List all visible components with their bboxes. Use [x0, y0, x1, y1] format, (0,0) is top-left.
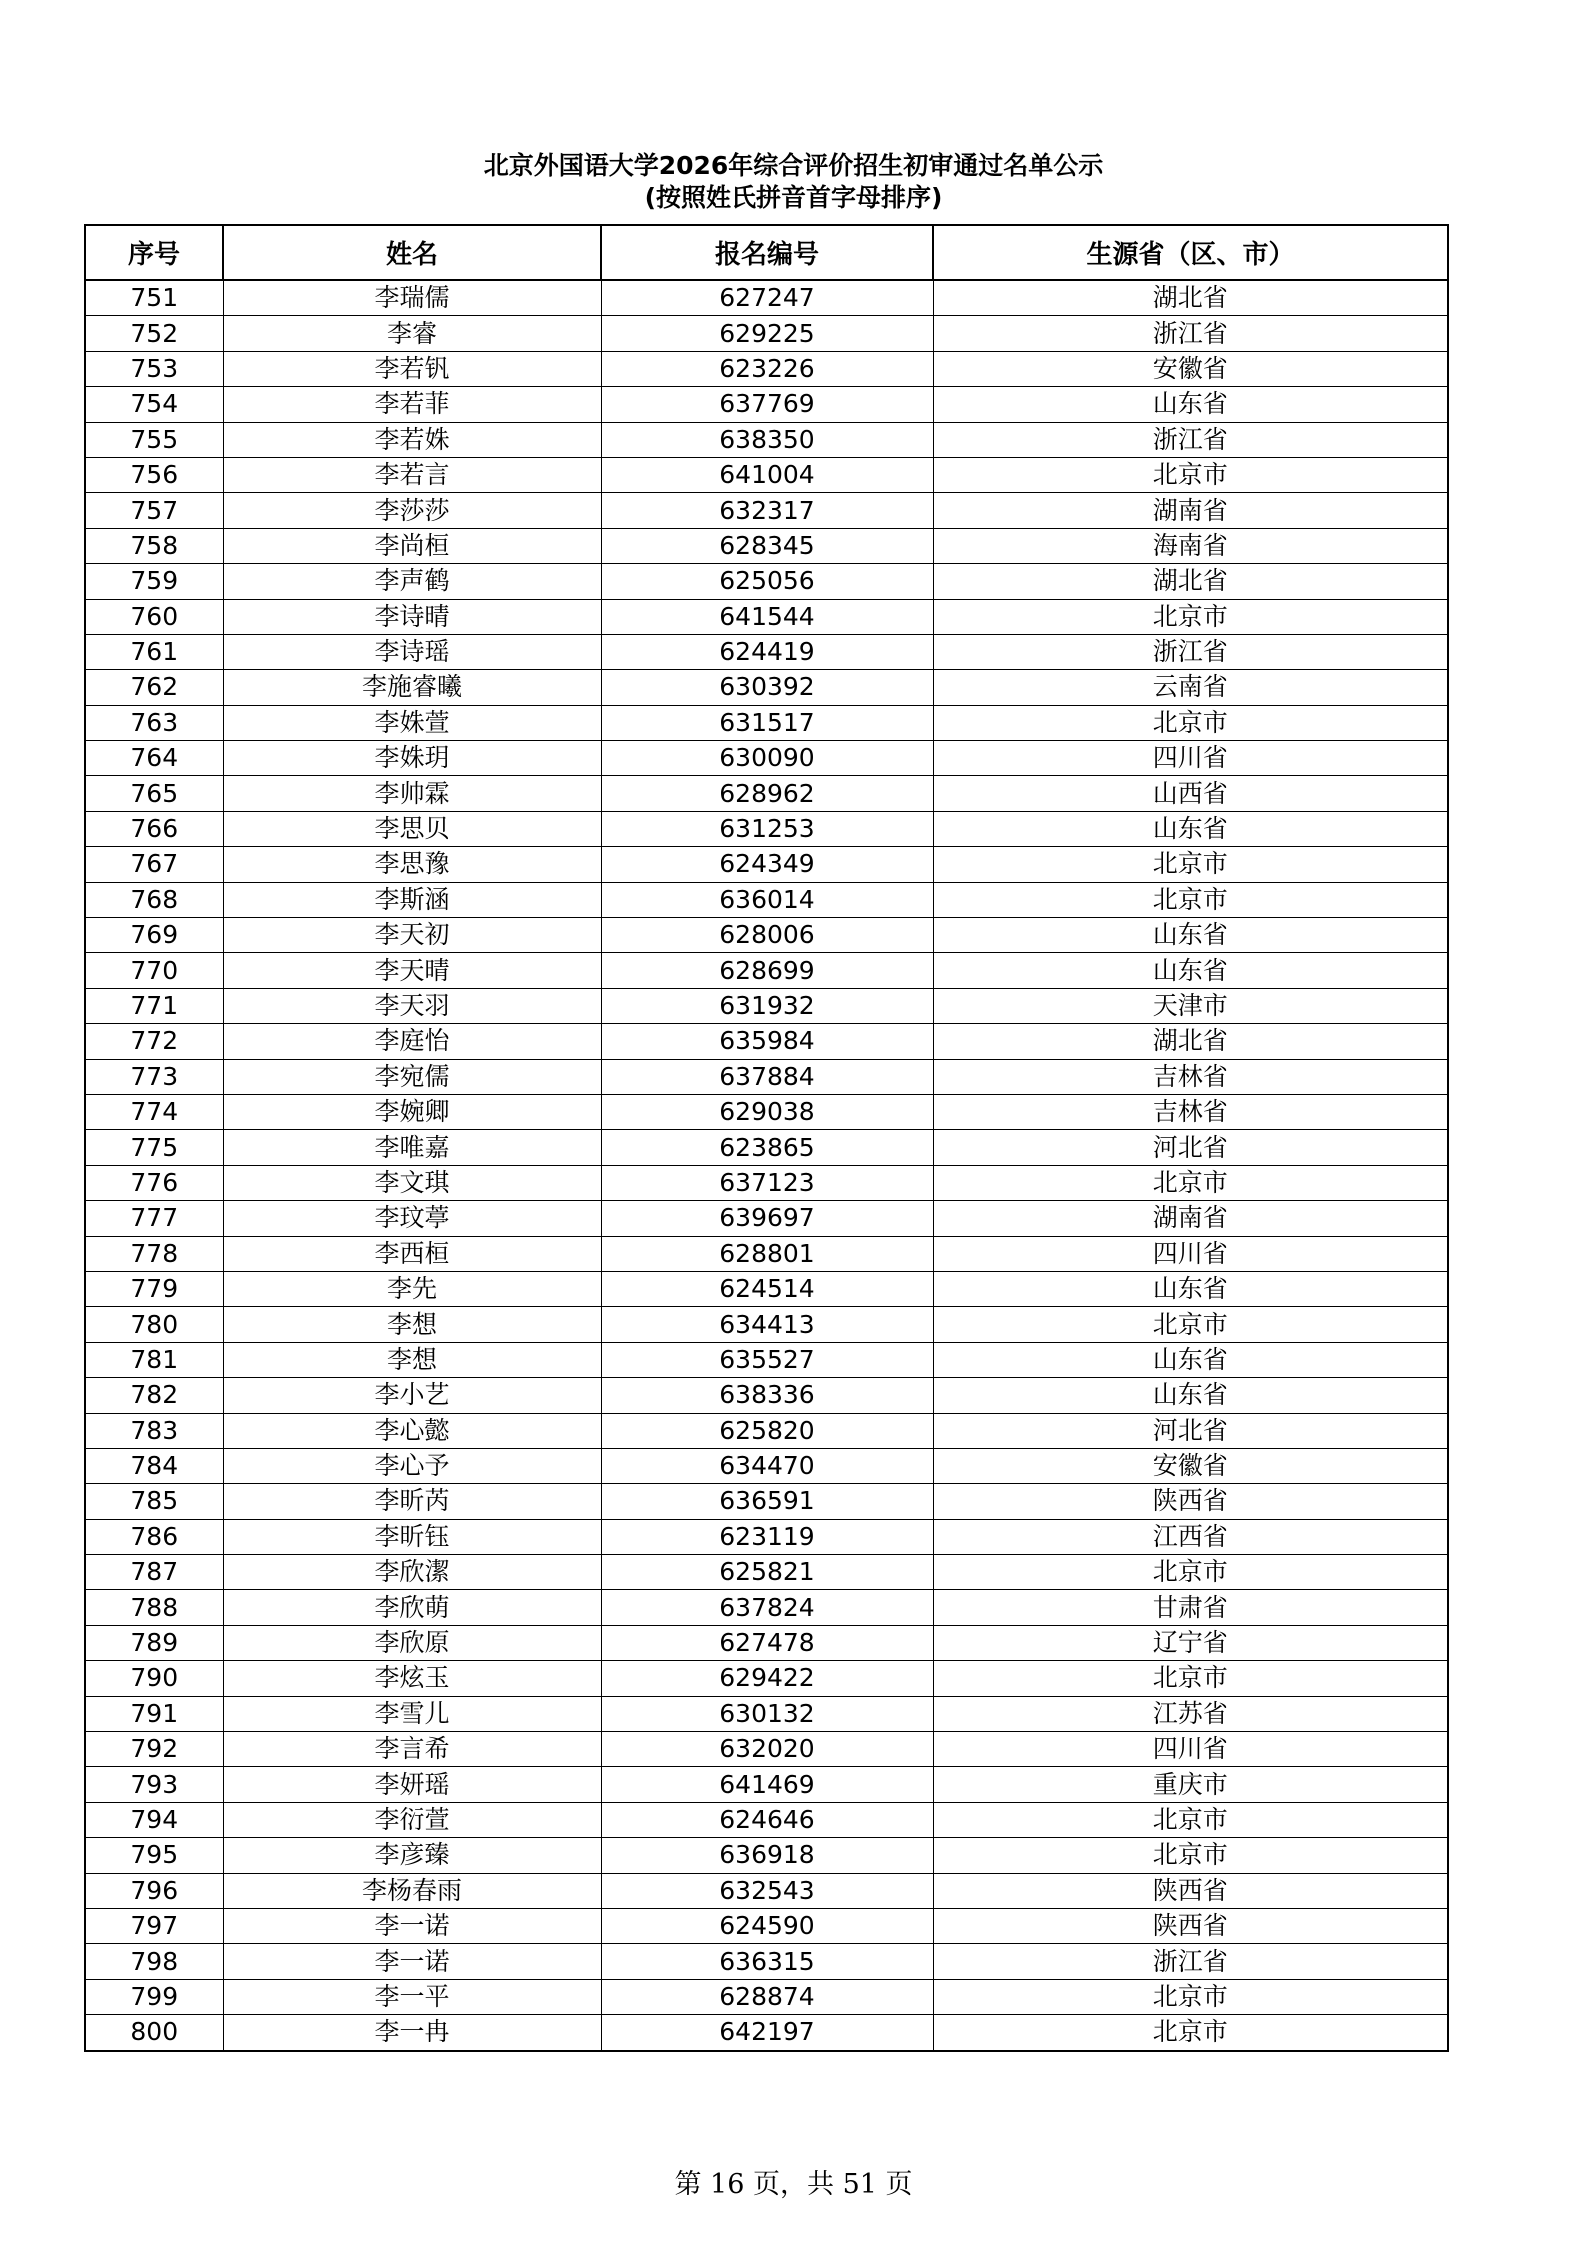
table-row: [85, 882, 1448, 917]
cell-registration-id: 624349: [601, 847, 933, 882]
cell-serial-number: 782: [85, 1378, 223, 1413]
cell-name: 李诗瑶: [223, 634, 601, 669]
cell-registration-id: 623226: [601, 351, 933, 386]
table-row: [85, 811, 1448, 846]
cell-registration-id: 635527: [601, 1342, 933, 1377]
cell-name: 李欣潔: [223, 1555, 601, 1590]
cell-serial-number: 752: [85, 316, 223, 351]
cell-serial-number: 775: [85, 1130, 223, 1165]
cell-registration-id: 627247: [601, 280, 933, 316]
cell-serial-number: 796: [85, 1873, 223, 1908]
cell-name: 李雪儿: [223, 1696, 601, 1731]
cell-province: 北京市: [933, 1802, 1448, 1837]
cell-registration-id: 625821: [601, 1555, 933, 1590]
cell-registration-id: 629225: [601, 316, 933, 351]
table-row: [85, 1908, 1448, 1943]
table-row: [85, 953, 1448, 988]
cell-province: 浙江省: [933, 634, 1448, 669]
table-row: [85, 387, 1448, 422]
cell-serial-number: 781: [85, 1342, 223, 1377]
cell-province: 浙江省: [933, 422, 1448, 457]
cell-serial-number: 753: [85, 351, 223, 386]
table-row: [85, 1767, 1448, 1802]
cell-province: 湖北省: [933, 564, 1448, 599]
cell-name: 李想: [223, 1307, 601, 1342]
cell-name: 李彦臻: [223, 1838, 601, 1873]
cell-serial-number: 756: [85, 457, 223, 492]
table-row: [85, 1448, 1448, 1483]
table-row: [85, 1838, 1448, 1873]
cell-province: 北京市: [933, 1555, 1448, 1590]
cell-serial-number: 780: [85, 1307, 223, 1342]
cell-registration-id: 628874: [601, 1979, 933, 2014]
cell-name: 李唯嘉: [223, 1130, 601, 1165]
table-row: [85, 1059, 1448, 1094]
cell-province: 江苏省: [933, 1696, 1448, 1731]
cell-name: 李睿: [223, 316, 601, 351]
table-row: [85, 1590, 1448, 1625]
cell-province: 湖南省: [933, 493, 1448, 528]
cell-name: 李施睿曦: [223, 670, 601, 705]
cell-province: 山东省: [933, 387, 1448, 422]
cell-serial-number: 795: [85, 1838, 223, 1873]
cell-registration-id: 623119: [601, 1519, 933, 1554]
cell-registration-id: 629422: [601, 1661, 933, 1696]
cell-serial-number: 770: [85, 953, 223, 988]
cell-province: 江西省: [933, 1519, 1448, 1554]
cell-province: 山东省: [933, 1342, 1448, 1377]
cell-province: 云南省: [933, 670, 1448, 705]
cell-registration-id: 636918: [601, 1838, 933, 1873]
table-header: [85, 225, 1448, 280]
table-row: [85, 528, 1448, 563]
cell-province: 北京市: [933, 599, 1448, 634]
cell-province: 海南省: [933, 528, 1448, 563]
cell-registration-id: 624514: [601, 1271, 933, 1306]
cell-serial-number: 793: [85, 1767, 223, 1802]
cell-name: 李心予: [223, 1448, 601, 1483]
cell-province: 安徽省: [933, 351, 1448, 386]
cell-name: 李若姝: [223, 422, 601, 457]
cell-province: 北京市: [933, 2015, 1448, 2051]
cell-serial-number: 761: [85, 634, 223, 669]
cell-province: 山东省: [933, 1271, 1448, 1306]
cell-registration-id: 641004: [601, 457, 933, 492]
cell-name: 李先: [223, 1271, 601, 1306]
table-row: [85, 670, 1448, 705]
admission-list-table: [84, 224, 1449, 2052]
cell-name: 李声鹤: [223, 564, 601, 599]
cell-province: 甘肃省: [933, 1590, 1448, 1625]
table-row: [85, 1873, 1448, 1908]
cell-province: 四川省: [933, 1236, 1448, 1271]
table-row: [85, 493, 1448, 528]
cell-registration-id: 627478: [601, 1625, 933, 1660]
cell-registration-id: 634413: [601, 1307, 933, 1342]
table-row: [85, 1979, 1448, 2014]
cell-registration-id: 632020: [601, 1732, 933, 1767]
table-row: [85, 351, 1448, 386]
cell-province: 山西省: [933, 776, 1448, 811]
cell-serial-number: 751: [85, 280, 223, 316]
cell-name: 李天初: [223, 918, 601, 953]
table-row: [85, 599, 1448, 634]
cell-province: 北京市: [933, 847, 1448, 882]
table-row: [85, 1201, 1448, 1236]
table-row: [85, 1625, 1448, 1660]
cell-serial-number: 794: [85, 1802, 223, 1837]
cell-name: 李欣萌: [223, 1590, 601, 1625]
table-row: [85, 1732, 1448, 1767]
cell-registration-id: 642197: [601, 2015, 933, 2051]
header-row: [85, 225, 1448, 280]
table-row: [85, 1378, 1448, 1413]
cell-name: 李杨春雨: [223, 1873, 601, 1908]
cell-name: 李婉卿: [223, 1094, 601, 1129]
cell-serial-number: 800: [85, 2015, 223, 2051]
cell-name: 李想: [223, 1342, 601, 1377]
cell-registration-id: 625820: [601, 1413, 933, 1448]
table-row: [85, 741, 1448, 776]
cell-province: 北京市: [933, 457, 1448, 492]
cell-province: 河北省: [933, 1130, 1448, 1165]
cell-name: 李庭怡: [223, 1024, 601, 1059]
cell-serial-number: 779: [85, 1271, 223, 1306]
cell-registration-id: 624419: [601, 634, 933, 669]
cell-registration-id: 628006: [601, 918, 933, 953]
cell-name: 李诗晴: [223, 599, 601, 634]
cell-serial-number: 777: [85, 1201, 223, 1236]
cell-registration-id: 630132: [601, 1696, 933, 1731]
table-row: [85, 1342, 1448, 1377]
cell-name: 李西桓: [223, 1236, 601, 1271]
cell-registration-id: 631517: [601, 705, 933, 740]
cell-province: 山东省: [933, 918, 1448, 953]
cell-province: 安徽省: [933, 1448, 1448, 1483]
cell-name: 李若菲: [223, 387, 601, 422]
cell-serial-number: 788: [85, 1590, 223, 1625]
cell-registration-id: 632317: [601, 493, 933, 528]
cell-serial-number: 791: [85, 1696, 223, 1731]
cell-serial-number: 768: [85, 882, 223, 917]
cell-province: 重庆市: [933, 1767, 1448, 1802]
cell-province: 四川省: [933, 741, 1448, 776]
cell-registration-id: 624646: [601, 1802, 933, 1837]
cell-name: 李一诺: [223, 1944, 601, 1979]
cell-registration-id: 624590: [601, 1908, 933, 1943]
cell-registration-id: 625056: [601, 564, 933, 599]
cell-serial-number: 771: [85, 988, 223, 1023]
cell-registration-id: 628962: [601, 776, 933, 811]
table-row: [85, 280, 1448, 316]
cell-name: 李帅霖: [223, 776, 601, 811]
table-row: [85, 422, 1448, 457]
table-row: [85, 1165, 1448, 1200]
cell-province: 北京市: [933, 1165, 1448, 1200]
table-row: [85, 634, 1448, 669]
table-row: [85, 1555, 1448, 1590]
cell-serial-number: 785: [85, 1484, 223, 1519]
cell-registration-id: 631253: [601, 811, 933, 846]
cell-registration-id: 639697: [601, 1201, 933, 1236]
cell-province: 北京市: [933, 1661, 1448, 1696]
cell-registration-id: 636315: [601, 1944, 933, 1979]
cell-province: 北京市: [933, 1979, 1448, 2014]
cell-registration-id: 623865: [601, 1130, 933, 1165]
cell-registration-id: 641544: [601, 599, 933, 634]
cell-name: 李姝玥: [223, 741, 601, 776]
cell-name: 李斯涵: [223, 882, 601, 917]
cell-serial-number: 754: [85, 387, 223, 422]
cell-registration-id: 628801: [601, 1236, 933, 1271]
cell-name: 李欣原: [223, 1625, 601, 1660]
header-name: 姓名: [223, 225, 601, 280]
cell-name: 李天晴: [223, 953, 601, 988]
table-row: [85, 1271, 1448, 1306]
cell-serial-number: 784: [85, 1448, 223, 1483]
cell-serial-number: 786: [85, 1519, 223, 1554]
table-row: [85, 1944, 1448, 1979]
cell-serial-number: 797: [85, 1908, 223, 1943]
cell-name: 李思贝: [223, 811, 601, 846]
cell-name: 李尚桓: [223, 528, 601, 563]
cell-province: 山东省: [933, 811, 1448, 846]
cell-province: 吉林省: [933, 1094, 1448, 1129]
cell-name: 李瑞儒: [223, 280, 601, 316]
cell-registration-id: 630392: [601, 670, 933, 705]
cell-province: 陕西省: [933, 1908, 1448, 1943]
cell-registration-id: 637884: [601, 1059, 933, 1094]
cell-serial-number: 787: [85, 1555, 223, 1590]
table-row: [85, 1024, 1448, 1059]
cell-province: 湖北省: [933, 1024, 1448, 1059]
cell-registration-id: 629038: [601, 1094, 933, 1129]
table-row: [85, 918, 1448, 953]
table-row: [85, 316, 1448, 351]
cell-registration-id: 637824: [601, 1590, 933, 1625]
table-row: [85, 457, 1448, 492]
cell-registration-id: 636014: [601, 882, 933, 917]
cell-registration-id: 630090: [601, 741, 933, 776]
table-row: [85, 847, 1448, 882]
cell-name: 李思豫: [223, 847, 601, 882]
cell-province: 陕西省: [933, 1484, 1448, 1519]
cell-registration-id: 638350: [601, 422, 933, 457]
cell-registration-id: 635984: [601, 1024, 933, 1059]
cell-name: 李小艺: [223, 1378, 601, 1413]
table-row: [85, 1484, 1448, 1519]
cell-name: 李一诺: [223, 1908, 601, 1943]
cell-province: 辽宁省: [933, 1625, 1448, 1660]
table-row: [85, 988, 1448, 1023]
cell-serial-number: 762: [85, 670, 223, 705]
cell-province: 浙江省: [933, 316, 1448, 351]
cell-serial-number: 757: [85, 493, 223, 528]
cell-registration-id: 636591: [601, 1484, 933, 1519]
cell-serial-number: 778: [85, 1236, 223, 1271]
cell-serial-number: 760: [85, 599, 223, 634]
cell-province: 四川省: [933, 1732, 1448, 1767]
cell-name: 李一平: [223, 1979, 601, 2014]
cell-serial-number: 792: [85, 1732, 223, 1767]
cell-province: 陕西省: [933, 1873, 1448, 1908]
table-row: [85, 564, 1448, 599]
cell-serial-number: 766: [85, 811, 223, 846]
header-serial-number: 序号: [85, 225, 223, 280]
cell-serial-number: 764: [85, 741, 223, 776]
cell-name: 李昕芮: [223, 1484, 601, 1519]
cell-serial-number: 767: [85, 847, 223, 882]
cell-serial-number: 759: [85, 564, 223, 599]
cell-name: 李言希: [223, 1732, 601, 1767]
cell-province: 吉林省: [933, 1059, 1448, 1094]
cell-name: 李妍瑶: [223, 1767, 601, 1802]
cell-serial-number: 790: [85, 1661, 223, 1696]
table-row: [85, 1519, 1448, 1554]
cell-province: 北京市: [933, 882, 1448, 917]
cell-name: 李衍萱: [223, 1802, 601, 1837]
cell-serial-number: 772: [85, 1024, 223, 1059]
cell-serial-number: 783: [85, 1413, 223, 1448]
table-row: [85, 1236, 1448, 1271]
cell-province: 山东省: [933, 1378, 1448, 1413]
table-row: [85, 2015, 1448, 2051]
header-province: 生源省（区、市）: [933, 225, 1448, 280]
cell-name: 李心懿: [223, 1413, 601, 1448]
cell-province: 北京市: [933, 1838, 1448, 1873]
cell-name: 李若言: [223, 457, 601, 492]
cell-province: 天津市: [933, 988, 1448, 1023]
cell-serial-number: 763: [85, 705, 223, 740]
cell-registration-id: 631932: [601, 988, 933, 1023]
cell-registration-id: 634470: [601, 1448, 933, 1483]
table-row: [85, 776, 1448, 811]
cell-serial-number: 799: [85, 1979, 223, 2014]
table-row: [85, 1094, 1448, 1129]
cell-name: 李文琪: [223, 1165, 601, 1200]
cell-province: 北京市: [933, 1307, 1448, 1342]
cell-province: 北京市: [933, 705, 1448, 740]
cell-name: 李姝萱: [223, 705, 601, 740]
cell-serial-number: 774: [85, 1094, 223, 1129]
cell-registration-id: 638336: [601, 1378, 933, 1413]
cell-serial-number: 765: [85, 776, 223, 811]
cell-registration-id: 628345: [601, 528, 933, 563]
cell-name: 李天羽: [223, 988, 601, 1023]
cell-serial-number: 776: [85, 1165, 223, 1200]
cell-province: 湖北省: [933, 280, 1448, 316]
cell-serial-number: 758: [85, 528, 223, 563]
cell-registration-id: 637769: [601, 387, 933, 422]
table-row: [85, 1307, 1448, 1342]
header-registration-id: 报名编号: [601, 225, 933, 280]
table-body: [85, 280, 1448, 2051]
document-title: 北京外国语大学2026年综合评价招生初审通过名单公示: [483, 151, 1104, 180]
table-row: [85, 1661, 1448, 1696]
table-row: [85, 1696, 1448, 1731]
cell-serial-number: 798: [85, 1944, 223, 1979]
table-row: [85, 1130, 1448, 1165]
cell-name: 李宛儒: [223, 1059, 601, 1094]
cell-name: 李昕钰: [223, 1519, 601, 1554]
cell-registration-id: 628699: [601, 953, 933, 988]
cell-province: 浙江省: [933, 1944, 1448, 1979]
cell-serial-number: 755: [85, 422, 223, 457]
cell-serial-number: 789: [85, 1625, 223, 1660]
cell-province: 河北省: [933, 1413, 1448, 1448]
cell-name: 李炫玉: [223, 1661, 601, 1696]
table-row: [85, 1802, 1448, 1837]
table-row: [85, 705, 1448, 740]
cell-name: 李一冉: [223, 2015, 601, 2051]
cell-province: 山东省: [933, 953, 1448, 988]
cell-registration-id: 632543: [601, 1873, 933, 1908]
cell-name: 李莎莎: [223, 493, 601, 528]
document-subtitle: (按照姓氏拼音首字母排序): [644, 183, 943, 212]
cell-serial-number: 773: [85, 1059, 223, 1094]
cell-name: 李若钒: [223, 351, 601, 386]
cell-province: 湖南省: [933, 1201, 1448, 1236]
cell-name: 李玟葶: [223, 1201, 601, 1236]
cell-registration-id: 641469: [601, 1767, 933, 1802]
table-row: [85, 1413, 1448, 1448]
page-number: 第 16 页，共 51 页: [674, 2169, 913, 2200]
cell-serial-number: 769: [85, 918, 223, 953]
cell-registration-id: 637123: [601, 1165, 933, 1200]
